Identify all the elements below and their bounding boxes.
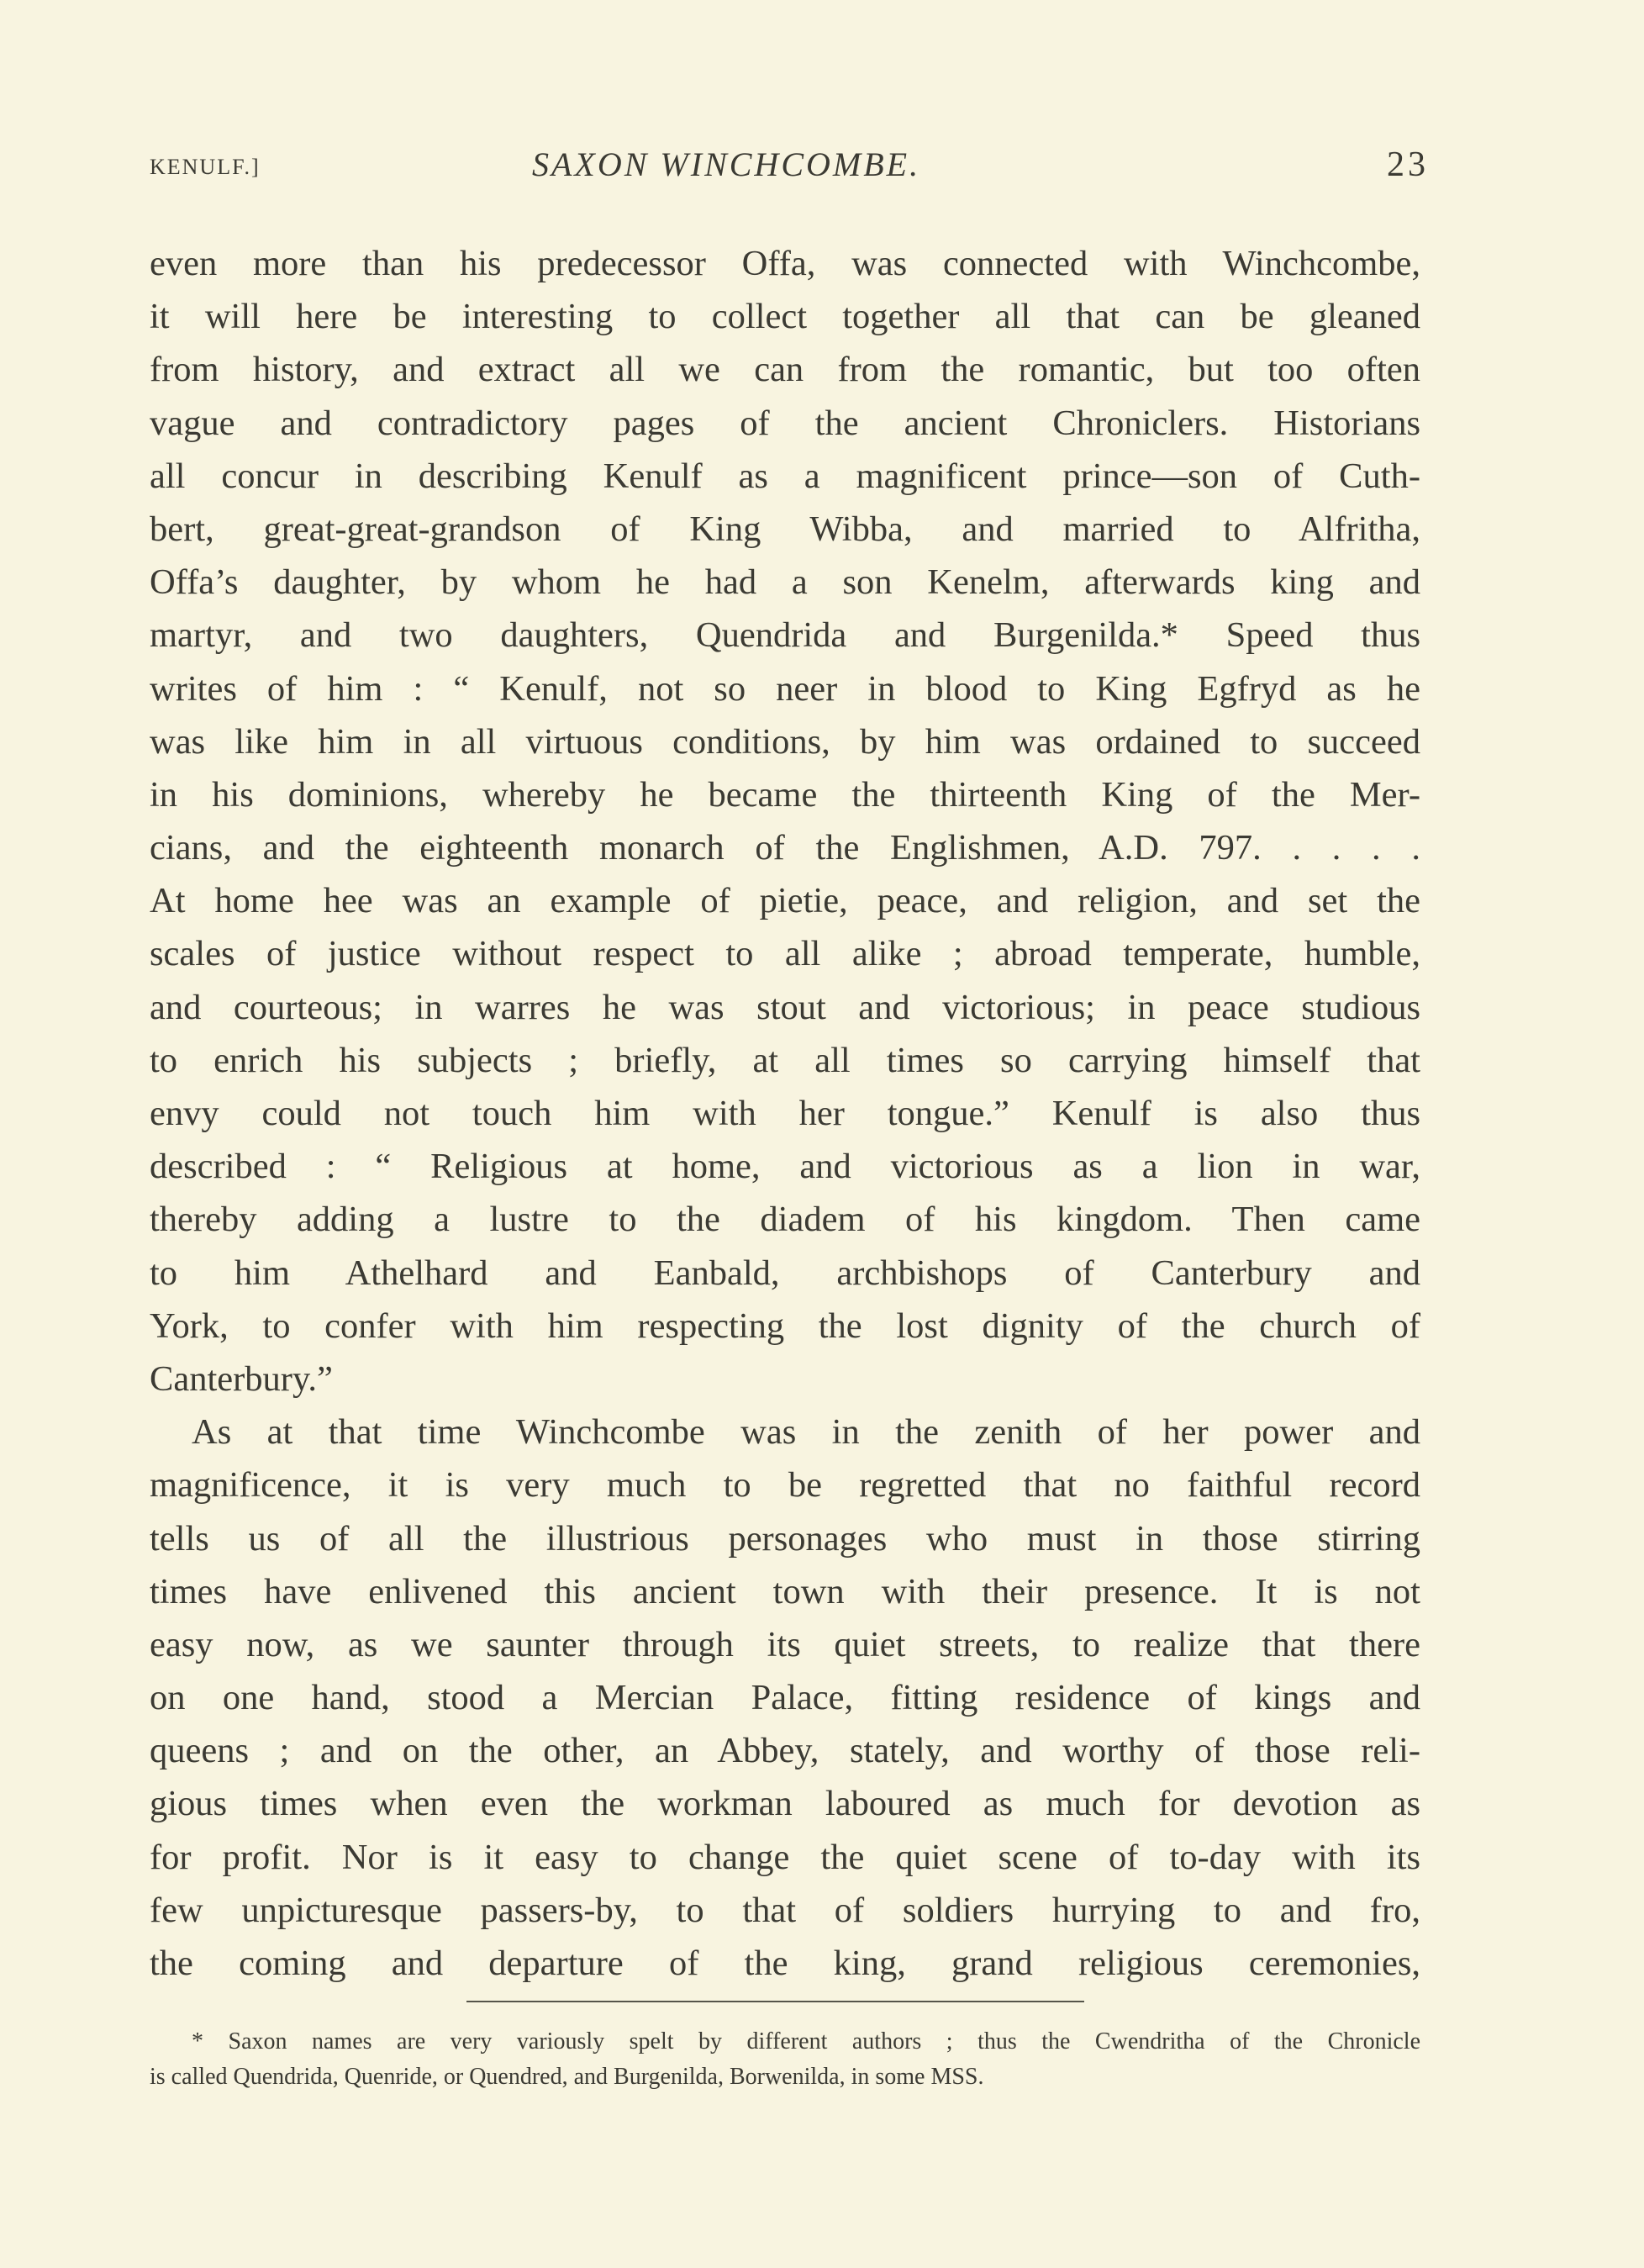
text-line: and courteous; in warres he was stout and victorious; in peace studious [150, 987, 1420, 1027]
text-line: for profit. Nor is it easy to change the quiet scene of to-day with its [150, 1837, 1420, 1877]
text-line: to him Athelhard and Eanbald, archbishops of Canterbury and [150, 1253, 1420, 1293]
text-line: York, to confer with him respecting the lost dignity of the church of [150, 1305, 1420, 1346]
text-line: gious times when even the workman laboured as much for devotion as [150, 1784, 1420, 1824]
text-line: At home hee was an example of pietie, peace, and religion, and set the [150, 881, 1420, 921]
page-number: 23 [1387, 145, 1429, 184]
text-line: cians, and the eighteenth monarch of the Englishmen, A.D. 797. . . . . [150, 828, 1420, 868]
running-head-title: SAXON WINCHCOMBE. [532, 145, 921, 183]
text-line: writes of him : “ Kenulf, not so neer in blood to King Egfryd as he [150, 668, 1420, 709]
text-line: all concur in describing Kenulf as a magnificent prince—son of Cuth- [150, 456, 1420, 496]
footnote-line: * Saxon names are very variously spelt by different authors ; thus the Cwendritha of the Chronicle [192, 2028, 1420, 2054]
text-line: was like him in all virtuous conditions, by him was ordained to succeed [150, 721, 1420, 762]
footnote-line: is called Quendrida, Quenride, or Quendred, and Burgenilda, Borwenilda, in some MSS. [150, 2064, 984, 2090]
text-line: scales of justice without respect to all alike ; abroad temperate, humble, [150, 934, 1420, 974]
text-line: few unpicturesque passers-by, to that of soldiers hurrying to and fro, [150, 1890, 1420, 1930]
running-head-section: KENULF.] [150, 155, 261, 179]
text-line: to enrich his subjects ; briefly, at all times so carrying himself that [150, 1040, 1420, 1080]
footnote-separator [466, 2001, 1084, 2002]
paragraph-start: As at that time Winchcombe was in the zenith of her power and [192, 1412, 1420, 1453]
text-line: magnificence, it is very much to be regretted that no faithful record [150, 1465, 1420, 1506]
text-line: tells us of all the illustrious personages who must in those stirring [150, 1518, 1420, 1559]
text-line: Offa’s daughter, by whom he had a son Kenelm, afterwards king and [150, 562, 1420, 603]
text-line: the coming and departure of the king, grand religious ceremonies, [150, 1944, 1420, 1983]
text-line: even more than his predecessor Offa, was connected with Winchcombe, [150, 244, 1420, 283]
text-line: envy could not touch him with her tongue.” Kenulf is also thus [150, 1094, 1420, 1133]
text-line: on one hand, stood a Mercian Palace, fitting residence of kings and [150, 1678, 1420, 1718]
text-line: easy now, as we saunter through its quiet streets, to realize that there [150, 1624, 1420, 1664]
text-line: times have enlivened this ancient town with their presence. It is not [150, 1571, 1420, 1611]
footnote [150, 2024, 1420, 2095]
text-line: Canterbury.” [150, 1358, 333, 1399]
text-line: bert, great-great-grandson of King Wibba, and married to Alfritha, [150, 509, 1420, 549]
body-text [150, 237, 1420, 1990]
text-line: from history, and extract all we can from the romantic, but too often [150, 350, 1420, 390]
text-line: thereby adding a lustre to the diadem of his kingdom. Then came [150, 1200, 1420, 1240]
text-line: martyr, and two daughters, Quendrida and Burgenilda.* Speed thus [150, 615, 1420, 656]
text-line: described : “ Religious at home, and victorious as a lion in war, [150, 1147, 1420, 1187]
text-line: it will here be interesting to collect together all that can be gleaned [150, 297, 1420, 337]
text-line: queens ; and on the other, an Abbey, stately, and worthy of those reli- [150, 1731, 1420, 1771]
text-line: vague and contradictory pages of the ancient Chroniclers. Historians [150, 403, 1420, 443]
running-head [150, 145, 1429, 195]
text-line: in his dominions, whereby he became the thirteenth King of the Mer- [150, 774, 1420, 815]
